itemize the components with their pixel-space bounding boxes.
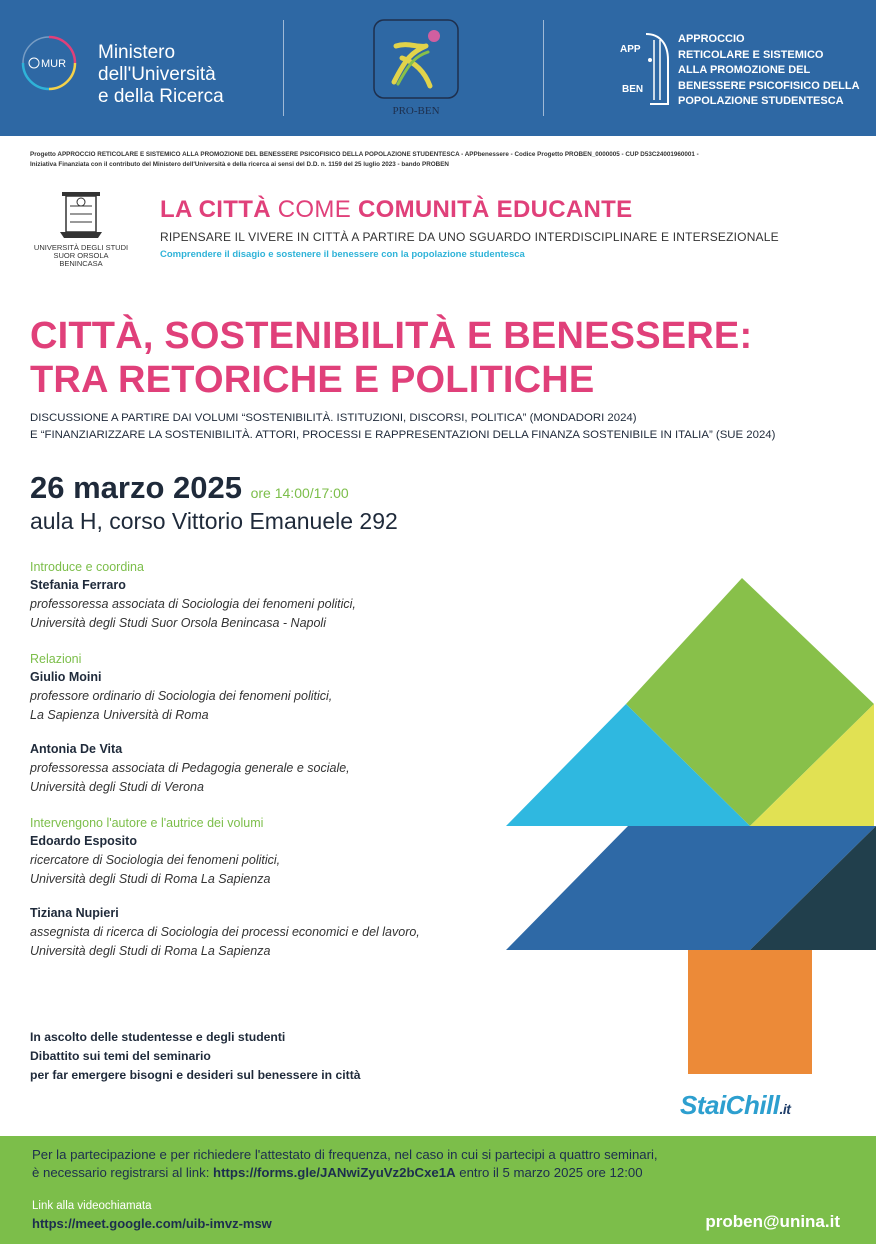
app-desc-line: POPOLAZIONE STUDENTESCA <box>678 95 844 107</box>
speaker-affiliation: Università degli Studi di Roma La Sapienza <box>30 872 271 886</box>
tangram-tree-illustration <box>500 570 876 1080</box>
ministry-name <box>98 42 224 108</box>
speaker-name: Antonia De Vita <box>30 742 123 756</box>
speaker-affiliation: Università degli Studi Suor Orsola Benincasa - Napoli <box>30 616 326 630</box>
project-line: Iniziativa Finanziata con il contributo del Ministero dell'Università e della ricerca ai sensi del D.D. n. 1159 del 25 luglio 2023 - bando PROBEN <box>30 161 449 168</box>
speaker-role: assegnista di ricerca di Sociologia dei processi economici e del lavoro, <box>30 925 420 939</box>
ministry-line: dell'Università <box>98 64 216 85</box>
staichill-tld: .it <box>779 1101 791 1117</box>
series-tagline: Comprendere il disagio e sostenere il benessere con la popolazione studentesca <box>160 249 525 260</box>
university-logo-icon <box>32 186 130 272</box>
svg-text:SUOR ORSOLA: SUOR ORSOLA <box>53 251 109 260</box>
speaker-role: professoressa associata di Sociologia dei fenomeni politici, <box>30 597 356 611</box>
header-divider <box>283 20 284 116</box>
svg-text:MUR: MUR <box>41 58 67 70</box>
svg-text:UNIVERSITÀ DEGLI STUDI: UNIVERSITÀ DEGLI STUDI <box>33 243 129 252</box>
speaker-affiliation: La Sapienza Università di Roma <box>30 708 209 722</box>
speaker-role: ricercatore di Sociologia dei fenomeni politici, <box>30 853 281 867</box>
section-label: Relazioni <box>30 652 82 666</box>
seminar-title-line: TRA RETORICHE E POLITICHE <box>30 359 595 401</box>
staichill-name: StaiChill <box>680 1090 780 1120</box>
ministry-line: e della Ricerca <box>98 86 224 107</box>
discussion-line: E “FINANZIARIZZARE LA SOSTENIBILITÀ. ATTORI, PROCESSI E RAPPRESENTAZIONI DELLA FINANZA SOSTENIBILE IN ITALIA” (SUE 2024) <box>30 429 776 441</box>
registration-link[interactable]: https://forms.gle/JANwiZyuVz2bCxe1A <box>213 1165 456 1180</box>
seminar-title <box>30 314 870 402</box>
mur-logo-icon <box>20 34 78 92</box>
video-call-label: Link alla videochiamata <box>32 1200 152 1212</box>
closing-line: In ascolto delle studentesse e degli studenti <box>30 1030 286 1044</box>
event-date-value: 26 marzo 2025 <box>30 470 242 505</box>
series-title-part: LA CITTÀ <box>160 196 278 223</box>
discussion-line: DISCUSSIONE A PARTIRE DAI VOLUMI “SOSTENIBILITÀ. ISTITUZIONI, DISCORSI, POLITICA” (MONDADORI 2024) <box>30 412 637 424</box>
svg-text:BENINCASA: BENINCASA <box>59 259 103 268</box>
seminar-title-line: CITTÀ, SOSTENIBILITÀ E BENESSERE: <box>30 315 753 357</box>
speaker-role: professoressa associata di Pedagogia generale e sociale, <box>30 761 350 775</box>
speaker-name: Tiziana Nupieri <box>30 906 119 920</box>
speaker-role: professore ordinario di Sociologia dei fenomeni politici, <box>30 689 333 703</box>
speaker-name: Edoardo Esposito <box>30 834 137 848</box>
app-desc-line: RETICOLARE E SISTEMICO <box>678 48 824 61</box>
closing-line: Dibattito sui temi del seminario <box>30 1049 211 1063</box>
series-title <box>160 196 632 224</box>
footer-band <box>0 1136 876 1244</box>
section-label: Intervengono l'autore e l'autrice dei volumi <box>30 816 264 830</box>
project-info <box>30 150 860 170</box>
proben-logo-icon <box>372 18 460 118</box>
app-ben-description <box>678 32 868 110</box>
app-desc-line: APPROCCIO <box>678 33 745 45</box>
section-label: Introduce e coordina <box>30 560 144 574</box>
registration-line: Per la partecipazione e per richiedere l'attestato di frequenza, nel caso in cui si partecipi a quattro seminari, <box>32 1147 658 1162</box>
svg-text:APP: APP <box>620 44 641 55</box>
series-title-part: COMUNITÀ EDUCANTE <box>357 196 633 223</box>
program-list <box>30 558 500 961</box>
app-desc-line: ALLA PROMOZIONE DEL <box>678 64 811 76</box>
series-subtitle: RIPENSARE IL VIVERE IN CITTÀ A PARTIRE DA UNO SGUARDO INTERDISCIPLINARE E INTERSEZIONALE <box>160 230 779 244</box>
app-desc-line: BENESSERE PSICOFISICO DELLA <box>678 79 860 92</box>
registration-info <box>32 1146 852 1182</box>
closing-line: per far emergere bisogni e desideri sul benessere in città <box>30 1068 361 1082</box>
registration-text: è necessario registrarsi al link: <box>32 1165 214 1180</box>
event-place: aula H, corso Vittorio Emanuele 292 <box>30 508 398 534</box>
header-divider <box>543 20 544 116</box>
closing-notes <box>30 1028 530 1085</box>
registration-line <box>32 1164 852 1182</box>
app-ben-logo-icon <box>620 30 672 110</box>
speaker-affiliation: Università degli Studi di Verona <box>30 780 204 794</box>
tangram-orange-trunk <box>688 950 812 1074</box>
speaker-affiliation: Università degli Studi di Roma La Sapienza <box>30 944 271 958</box>
video-call-link[interactable]: https://meet.google.com/uib-imvz-msw <box>32 1216 272 1231</box>
registration-deadline: entro il 5 marzo 2025 ore 12:00 <box>455 1165 643 1180</box>
event-time: ore 14:00/17:00 <box>250 485 349 501</box>
svg-text:PRO-BEN: PRO-BEN <box>392 105 440 117</box>
event-date <box>30 470 349 506</box>
project-line: Progetto APPROCCIO RETICOLARE E SISTEMICO ALLA PROMOZIONE DEL BENESSERE PSICOFISICO DELLA POPOLAZIONE STUDENTESCA - APPbenessere - Codice Progetto PROBEN_0000005 - CUP D53C24001960001 - <box>30 151 699 158</box>
ministry-line: Ministero <box>98 42 176 63</box>
contact-email[interactable]: proben@unina.it <box>705 1212 840 1231</box>
discussion-text <box>30 410 870 444</box>
svg-text:BEN: BEN <box>622 84 644 95</box>
speaker-name: Giulio Moini <box>30 670 102 684</box>
staichill-logo <box>680 1090 790 1121</box>
header-band <box>0 0 876 136</box>
speaker-name: Stefania Ferraro <box>30 578 126 592</box>
series-title-part: COME <box>277 196 358 223</box>
